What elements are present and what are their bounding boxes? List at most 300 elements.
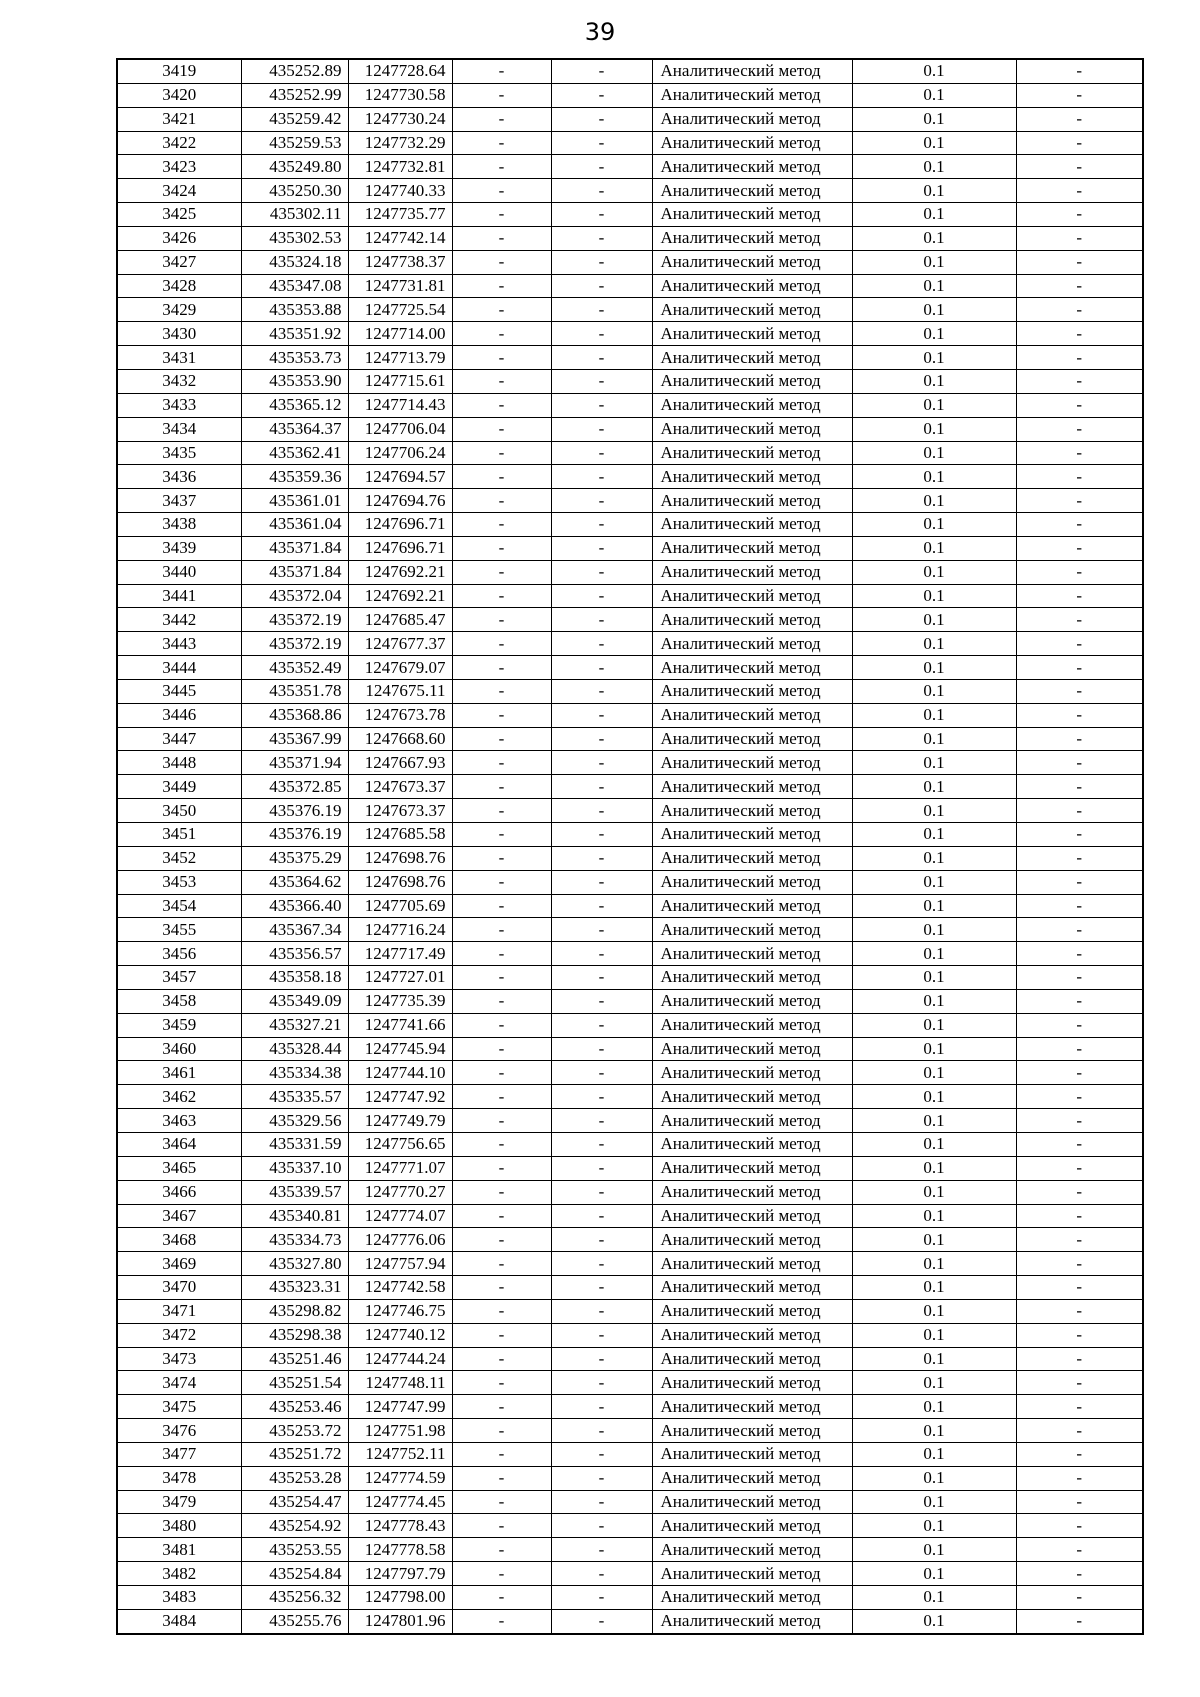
table-row — [117, 441, 1143, 465]
cell-col-8: - — [1016, 274, 1143, 298]
cell-coord-x: 435372.19 — [241, 632, 348, 656]
cell-col-5: - — [551, 155, 652, 179]
table-row — [117, 1419, 1143, 1443]
cell-coord-y: 1247716.24 — [348, 918, 452, 942]
cell-point-number: 3447 — [117, 727, 241, 751]
cell-point-number: 3420 — [117, 83, 241, 107]
table-row — [117, 894, 1143, 918]
cell-col-4: - — [452, 1371, 551, 1395]
cell-coord-y: 1247692.21 — [348, 560, 452, 584]
cell-col-5: - — [551, 1323, 652, 1347]
cell-col-8: - — [1016, 1276, 1143, 1300]
cell-point-number: 3437 — [117, 489, 241, 513]
cell-coord-y: 1247696.71 — [348, 536, 452, 560]
cell-coord-x: 435253.28 — [241, 1466, 348, 1490]
cell-accuracy: 0.1 — [852, 799, 1016, 823]
cell-col-4: - — [452, 83, 551, 107]
cell-accuracy: 0.1 — [852, 727, 1016, 751]
cell-accuracy: 0.1 — [852, 417, 1016, 441]
cell-coord-y: 1247706.04 — [348, 417, 452, 441]
cell-col-5: - — [551, 393, 652, 417]
cell-coord-y: 1247740.12 — [348, 1323, 452, 1347]
cell-method: Аналитический метод — [652, 83, 852, 107]
cell-accuracy: 0.1 — [852, 393, 1016, 417]
cell-method: Аналитический метод — [652, 1085, 852, 1109]
cell-accuracy: 0.1 — [852, 250, 1016, 274]
cell-col-5: - — [551, 1037, 652, 1061]
cell-point-number: 3443 — [117, 632, 241, 656]
cell-coord-x: 435372.04 — [241, 584, 348, 608]
table-row — [117, 1395, 1143, 1419]
table-row — [117, 1037, 1143, 1061]
cell-col-5: - — [551, 1586, 652, 1610]
cell-coord-y: 1247774.07 — [348, 1204, 452, 1228]
cell-col-8: - — [1016, 1132, 1143, 1156]
cell-accuracy: 0.1 — [852, 846, 1016, 870]
cell-col-5: - — [551, 489, 652, 513]
cell-col-8: - — [1016, 513, 1143, 537]
cell-col-5: - — [551, 1109, 652, 1133]
cell-accuracy: 0.1 — [852, 989, 1016, 1013]
table-row — [117, 369, 1143, 393]
cell-method: Аналитический метод — [652, 1323, 852, 1347]
cell-col-8: - — [1016, 346, 1143, 370]
cell-method: Аналитический метод — [652, 1037, 852, 1061]
cell-col-8: - — [1016, 1514, 1143, 1538]
cell-coord-x: 435250.30 — [241, 179, 348, 203]
cell-point-number: 3446 — [117, 703, 241, 727]
cell-col-8: - — [1016, 870, 1143, 894]
cell-accuracy: 0.1 — [852, 703, 1016, 727]
cell-col-4: - — [452, 1204, 551, 1228]
cell-col-8: - — [1016, 441, 1143, 465]
table-row — [117, 250, 1143, 274]
cell-coord-x: 435349.09 — [241, 989, 348, 1013]
table-row — [117, 1061, 1143, 1085]
cell-accuracy: 0.1 — [852, 226, 1016, 250]
cell-col-8: - — [1016, 1061, 1143, 1085]
cell-col-5: - — [551, 1442, 652, 1466]
cell-method: Аналитический метод — [652, 107, 852, 131]
cell-col-8: - — [1016, 1347, 1143, 1371]
cell-method: Аналитический метод — [652, 1347, 852, 1371]
cell-point-number: 3429 — [117, 298, 241, 322]
cell-accuracy: 0.1 — [852, 870, 1016, 894]
cell-col-4: - — [452, 1347, 551, 1371]
cell-accuracy: 0.1 — [852, 1061, 1016, 1085]
cell-coord-y: 1247732.81 — [348, 155, 452, 179]
table-row — [117, 322, 1143, 346]
table-row — [117, 1132, 1143, 1156]
cell-coord-x: 435327.21 — [241, 1013, 348, 1037]
cell-point-number: 3484 — [117, 1609, 241, 1633]
cell-point-number: 3438 — [117, 513, 241, 537]
cell-method: Аналитический метод — [652, 1013, 852, 1037]
table-row — [117, 727, 1143, 751]
cell-col-5: - — [551, 322, 652, 346]
cell-col-5: - — [551, 1085, 652, 1109]
cell-col-8: - — [1016, 1562, 1143, 1586]
cell-coord-y: 1247705.69 — [348, 894, 452, 918]
cell-coord-y: 1247757.94 — [348, 1252, 452, 1276]
cell-method: Аналитический метод — [652, 1132, 852, 1156]
cell-col-5: - — [551, 441, 652, 465]
cell-col-4: - — [452, 369, 551, 393]
cell-col-4: - — [452, 1180, 551, 1204]
cell-coord-y: 1247685.47 — [348, 608, 452, 632]
cell-coord-x: 435254.84 — [241, 1562, 348, 1586]
table-row — [117, 942, 1143, 966]
cell-coord-x: 435249.80 — [241, 155, 348, 179]
cell-col-8: - — [1016, 942, 1143, 966]
cell-col-5: - — [551, 1204, 652, 1228]
table-row — [117, 489, 1143, 513]
cell-point-number: 3439 — [117, 536, 241, 560]
cell-col-8: - — [1016, 1466, 1143, 1490]
cell-col-5: - — [551, 1371, 652, 1395]
cell-col-4: - — [452, 1538, 551, 1562]
cell-accuracy: 0.1 — [852, 1609, 1016, 1633]
cell-col-5: - — [551, 656, 652, 680]
cell-accuracy: 0.1 — [852, 1419, 1016, 1443]
cell-coord-x: 435334.38 — [241, 1061, 348, 1085]
cell-coord-x: 435256.32 — [241, 1586, 348, 1610]
cell-col-4: - — [452, 274, 551, 298]
cell-method: Аналитический метод — [652, 823, 852, 847]
cell-coord-y: 1247713.79 — [348, 346, 452, 370]
cell-col-5: - — [551, 966, 652, 990]
cell-col-8: - — [1016, 83, 1143, 107]
cell-col-5: - — [551, 870, 652, 894]
table-row — [117, 632, 1143, 656]
cell-coord-y: 1247749.79 — [348, 1109, 452, 1133]
cell-col-8: - — [1016, 727, 1143, 751]
cell-coord-y: 1247776.06 — [348, 1228, 452, 1252]
cell-accuracy: 0.1 — [852, 632, 1016, 656]
cell-method: Аналитический метод — [652, 632, 852, 656]
cell-point-number: 3456 — [117, 942, 241, 966]
cell-coord-x: 435251.46 — [241, 1347, 348, 1371]
cell-col-8: - — [1016, 1109, 1143, 1133]
cell-col-4: - — [452, 1085, 551, 1109]
cell-col-5: - — [551, 250, 652, 274]
cell-coord-y: 1247673.78 — [348, 703, 452, 727]
cell-point-number: 3451 — [117, 823, 241, 847]
cell-coord-x: 435253.46 — [241, 1395, 348, 1419]
cell-col-4: - — [452, 131, 551, 155]
cell-coord-y: 1247738.37 — [348, 250, 452, 274]
cell-coord-y: 1247740.33 — [348, 179, 452, 203]
cell-coord-x: 435361.01 — [241, 489, 348, 513]
cell-col-5: - — [551, 1276, 652, 1300]
cell-col-5: - — [551, 584, 652, 608]
cell-coord-y: 1247797.79 — [348, 1562, 452, 1586]
cell-col-8: - — [1016, 1538, 1143, 1562]
cell-col-8: - — [1016, 393, 1143, 417]
cell-col-4: - — [452, 465, 551, 489]
cell-col-5: - — [551, 1538, 652, 1562]
cell-coord-y: 1247735.77 — [348, 203, 452, 227]
cell-col-8: - — [1016, 226, 1143, 250]
cell-col-4: - — [452, 560, 551, 584]
cell-accuracy: 0.1 — [852, 155, 1016, 179]
cell-col-4: - — [452, 155, 551, 179]
cell-accuracy: 0.1 — [852, 322, 1016, 346]
cell-point-number: 3424 — [117, 179, 241, 203]
cell-accuracy: 0.1 — [852, 1514, 1016, 1538]
cell-accuracy: 0.1 — [852, 1037, 1016, 1061]
cell-accuracy: 0.1 — [852, 1228, 1016, 1252]
table-row — [117, 1228, 1143, 1252]
cell-method: Аналитический метод — [652, 346, 852, 370]
cell-method: Аналитический метод — [652, 1490, 852, 1514]
table-row — [117, 966, 1143, 990]
cell-coord-x: 435335.57 — [241, 1085, 348, 1109]
cell-coord-x: 435367.99 — [241, 727, 348, 751]
cell-accuracy: 0.1 — [852, 1347, 1016, 1371]
cell-col-5: - — [551, 131, 652, 155]
cell-point-number: 3477 — [117, 1442, 241, 1466]
table-row — [117, 1442, 1143, 1466]
cell-col-8: - — [1016, 107, 1143, 131]
cell-col-4: - — [452, 226, 551, 250]
cell-coord-y: 1247745.94 — [348, 1037, 452, 1061]
cell-point-number: 3480 — [117, 1514, 241, 1538]
cell-method: Аналитический метод — [652, 584, 852, 608]
cell-method: Аналитический метод — [652, 1586, 852, 1610]
cell-col-4: - — [452, 1395, 551, 1419]
table-row — [117, 703, 1143, 727]
cell-coord-x: 435329.56 — [241, 1109, 348, 1133]
cell-method: Аналитический метод — [652, 1371, 852, 1395]
cell-col-4: - — [452, 1156, 551, 1180]
table-row — [117, 1514, 1143, 1538]
cell-col-8: - — [1016, 1299, 1143, 1323]
cell-point-number: 3472 — [117, 1323, 241, 1347]
cell-point-number: 3458 — [117, 989, 241, 1013]
table-row — [117, 846, 1143, 870]
cell-col-5: - — [551, 1490, 652, 1514]
cell-coord-y: 1247732.29 — [348, 131, 452, 155]
cell-coord-x: 435359.36 — [241, 465, 348, 489]
cell-point-number: 3427 — [117, 250, 241, 274]
cell-col-5: - — [551, 1132, 652, 1156]
cell-point-number: 3470 — [117, 1276, 241, 1300]
cell-col-5: - — [551, 1061, 652, 1085]
table-row — [117, 775, 1143, 799]
cell-method: Аналитический метод — [652, 203, 852, 227]
cell-coord-x: 435253.72 — [241, 1419, 348, 1443]
cell-method: Аналитический метод — [652, 1109, 852, 1133]
cell-coord-x: 435259.53 — [241, 131, 348, 155]
cell-accuracy: 0.1 — [852, 1466, 1016, 1490]
cell-col-4: - — [452, 322, 551, 346]
cell-col-4: - — [452, 1609, 551, 1633]
cell-col-4: - — [452, 179, 551, 203]
cell-col-5: - — [551, 1180, 652, 1204]
cell-col-4: - — [452, 1299, 551, 1323]
cell-coord-x: 435352.49 — [241, 656, 348, 680]
cell-col-5: - — [551, 417, 652, 441]
cell-method: Аналитический метод — [652, 489, 852, 513]
cell-coord-x: 435340.81 — [241, 1204, 348, 1228]
cell-accuracy: 0.1 — [852, 823, 1016, 847]
cell-col-4: - — [452, 1514, 551, 1538]
cell-method: Аналитический метод — [652, 155, 852, 179]
cell-point-number: 3459 — [117, 1013, 241, 1037]
cell-coord-y: 1247744.10 — [348, 1061, 452, 1085]
cell-col-4: - — [452, 966, 551, 990]
cell-col-4: - — [452, 203, 551, 227]
cell-point-number: 3422 — [117, 131, 241, 155]
cell-col-4: - — [452, 918, 551, 942]
cell-method: Аналитический метод — [652, 417, 852, 441]
cell-col-8: - — [1016, 894, 1143, 918]
page-number: 39 — [584, 18, 616, 46]
cell-col-4: - — [452, 59, 551, 83]
coordinates-table — [116, 58, 1144, 1635]
cell-col-8: - — [1016, 632, 1143, 656]
cell-point-number: 3483 — [117, 1586, 241, 1610]
cell-col-5: - — [551, 179, 652, 203]
cell-col-8: - — [1016, 966, 1143, 990]
cell-method: Аналитический метод — [652, 870, 852, 894]
cell-coord-y: 1247698.76 — [348, 846, 452, 870]
cell-col-8: - — [1016, 703, 1143, 727]
cell-accuracy: 0.1 — [852, 1395, 1016, 1419]
cell-col-8: - — [1016, 775, 1143, 799]
cell-col-4: - — [452, 846, 551, 870]
cell-col-8: - — [1016, 1442, 1143, 1466]
cell-accuracy: 0.1 — [852, 1109, 1016, 1133]
cell-point-number: 3448 — [117, 751, 241, 775]
cell-coord-y: 1247771.07 — [348, 1156, 452, 1180]
cell-coord-y: 1247747.92 — [348, 1085, 452, 1109]
cell-col-8: - — [1016, 417, 1143, 441]
table-row — [117, 1299, 1143, 1323]
cell-col-8: - — [1016, 1180, 1143, 1204]
cell-accuracy: 0.1 — [852, 966, 1016, 990]
cell-col-4: - — [452, 393, 551, 417]
cell-col-8: - — [1016, 1323, 1143, 1347]
cell-point-number: 3466 — [117, 1180, 241, 1204]
cell-col-4: - — [452, 679, 551, 703]
cell-col-5: - — [551, 1562, 652, 1586]
cell-coord-y: 1247748.11 — [348, 1371, 452, 1395]
cell-coord-y: 1247685.58 — [348, 823, 452, 847]
cell-coord-y: 1247744.24 — [348, 1347, 452, 1371]
cell-coord-y: 1247694.76 — [348, 489, 452, 513]
cell-col-4: - — [452, 632, 551, 656]
cell-coord-x: 435375.29 — [241, 846, 348, 870]
cell-method: Аналитический метод — [652, 1228, 852, 1252]
cell-col-8: - — [1016, 59, 1143, 83]
cell-col-5: - — [551, 226, 652, 250]
cell-accuracy: 0.1 — [852, 489, 1016, 513]
cell-method: Аналитический метод — [652, 727, 852, 751]
cell-accuracy: 0.1 — [852, 775, 1016, 799]
cell-coord-x: 435372.19 — [241, 608, 348, 632]
cell-col-5: - — [551, 1419, 652, 1443]
table-row — [117, 1013, 1143, 1037]
cell-coord-x: 435337.10 — [241, 1156, 348, 1180]
table-row — [117, 346, 1143, 370]
cell-coord-x: 435356.57 — [241, 942, 348, 966]
cell-point-number: 3468 — [117, 1228, 241, 1252]
cell-point-number: 3463 — [117, 1109, 241, 1133]
cell-point-number: 3436 — [117, 465, 241, 489]
cell-coord-y: 1247778.43 — [348, 1514, 452, 1538]
cell-col-5: - — [551, 1156, 652, 1180]
cell-col-8: - — [1016, 1156, 1143, 1180]
table-row — [117, 1347, 1143, 1371]
cell-method: Аналитический метод — [652, 322, 852, 346]
cell-method: Аналитический метод — [652, 1156, 852, 1180]
table-row — [117, 274, 1143, 298]
table-row — [117, 226, 1143, 250]
cell-col-4: - — [452, 1586, 551, 1610]
cell-col-5: - — [551, 465, 652, 489]
cell-coord-y: 1247728.64 — [348, 59, 452, 83]
cell-coord-y: 1247756.65 — [348, 1132, 452, 1156]
cell-method: Аналитический метод — [652, 751, 852, 775]
cell-method: Аналитический метод — [652, 1538, 852, 1562]
cell-col-4: - — [452, 656, 551, 680]
cell-col-4: - — [452, 1109, 551, 1133]
table-row — [117, 1490, 1143, 1514]
cell-point-number: 3425 — [117, 203, 241, 227]
cell-col-5: - — [551, 751, 652, 775]
table-row — [117, 1586, 1143, 1610]
cell-accuracy: 0.1 — [852, 1490, 1016, 1514]
cell-method: Аналитический метод — [652, 1395, 852, 1419]
cell-col-4: - — [452, 1323, 551, 1347]
cell-method: Аналитический метод — [652, 1061, 852, 1085]
cell-accuracy: 0.1 — [852, 584, 1016, 608]
cell-col-8: - — [1016, 1204, 1143, 1228]
table-row — [117, 1466, 1143, 1490]
cell-point-number: 3444 — [117, 656, 241, 680]
cell-point-number: 3479 — [117, 1490, 241, 1514]
cell-col-8: - — [1016, 369, 1143, 393]
table-row — [117, 536, 1143, 560]
cell-accuracy: 0.1 — [852, 751, 1016, 775]
cell-col-5: - — [551, 1395, 652, 1419]
cell-method: Аналитический метод — [652, 942, 852, 966]
cell-coord-x: 435252.99 — [241, 83, 348, 107]
cell-col-8: - — [1016, 1586, 1143, 1610]
cell-col-5: - — [551, 727, 652, 751]
table-row — [117, 1609, 1143, 1633]
cell-point-number: 3478 — [117, 1466, 241, 1490]
cell-col-4: - — [452, 298, 551, 322]
cell-accuracy: 0.1 — [852, 560, 1016, 584]
cell-coord-y: 1247774.59 — [348, 1466, 452, 1490]
cell-col-8: - — [1016, 1085, 1143, 1109]
cell-col-8: - — [1016, 751, 1143, 775]
table-row — [117, 131, 1143, 155]
cell-col-5: - — [551, 1466, 652, 1490]
table-row — [117, 298, 1143, 322]
cell-method: Аналитический метод — [652, 918, 852, 942]
cell-point-number: 3435 — [117, 441, 241, 465]
cell-col-4: - — [452, 1490, 551, 1514]
cell-point-number: 3452 — [117, 846, 241, 870]
cell-col-8: - — [1016, 155, 1143, 179]
cell-col-5: - — [551, 1609, 652, 1633]
cell-coord-y: 1247715.61 — [348, 369, 452, 393]
table-row — [117, 155, 1143, 179]
